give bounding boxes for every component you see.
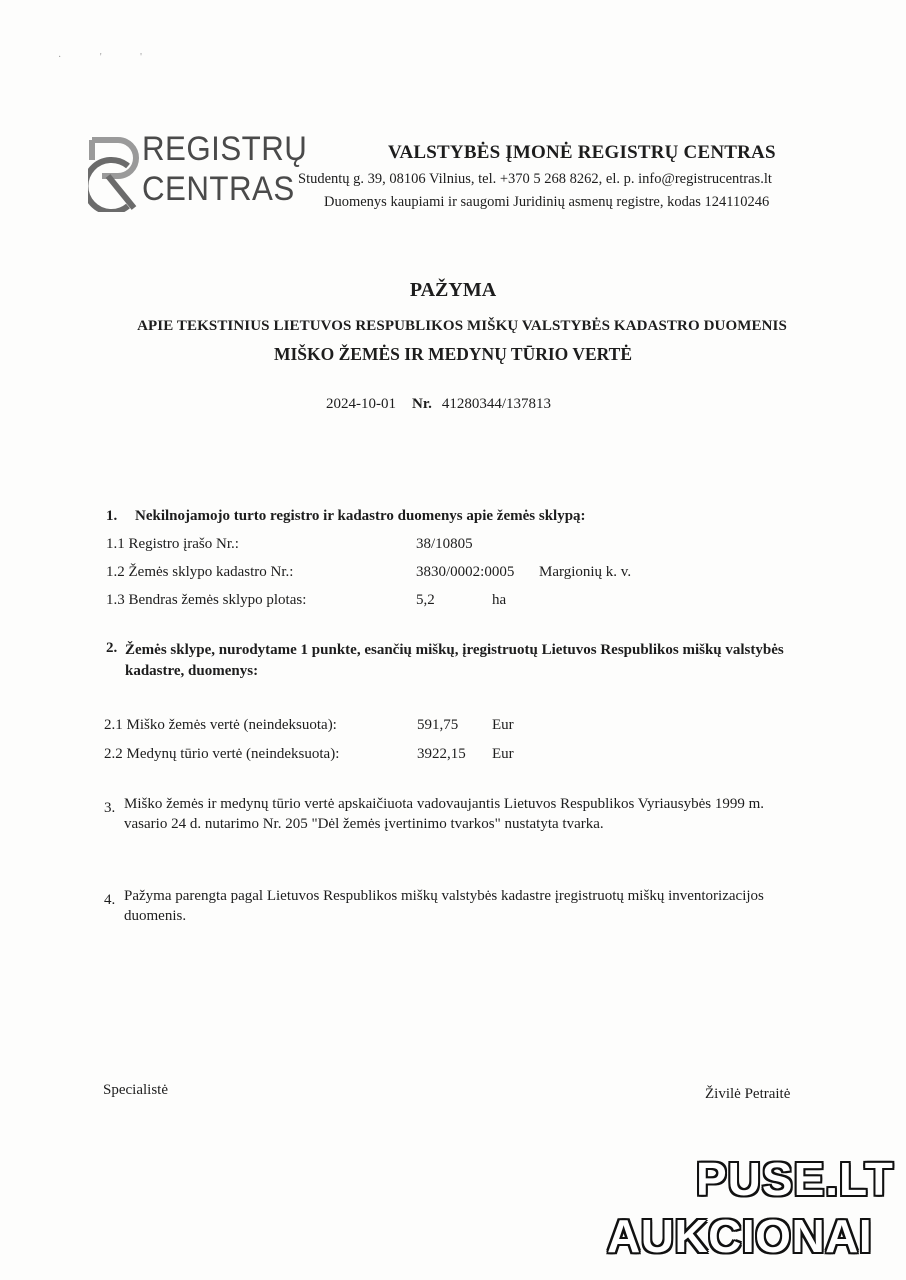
document-title: PAŽYMA	[409, 279, 497, 301]
signatory-name: Živilė Petraitė	[705, 1086, 791, 1102]
watermark-line2: AUKCIONAI	[607, 1210, 873, 1262]
number-label: Nr.	[412, 396, 432, 412]
row-unit: Eur	[492, 746, 514, 762]
row-label: 2.2 Medynų tūrio vertė (neindeksuota):	[104, 746, 340, 762]
document-date-number	[326, 396, 551, 413]
section-1-number: 1.	[106, 508, 118, 524]
section-3-number: 3.	[104, 800, 116, 816]
row-unit: Eur	[492, 717, 514, 733]
section-4-text: Pažyma parengta pagal Lietuvos Respublikos miškų valstybės kadastre įregistruotų miškų inventorizacijos duomenis.	[124, 888, 764, 924]
row-value: 591,75	[417, 717, 459, 733]
section-2-heading: Žemės sklype, nurodytame 1 punkte, esančių miškų, įregistruotų Lietuvos Respublikos miškų valstybės kadastre, duomenys:	[125, 642, 784, 679]
row-value: 3830/0002:0005	[416, 564, 515, 580]
row-label: 2.1 Miško žemės vertė (neindeksuota):	[104, 717, 337, 733]
document-number: 41280344/137813	[441, 396, 552, 412]
watermark-line1: PUSE.LT	[696, 1153, 894, 1205]
row-label: 1.3 Bendras žemės sklypo plotas:	[106, 592, 307, 608]
section-2-number: 2.	[106, 640, 118, 656]
row-unit: ha	[492, 592, 507, 608]
row-value: 3922,15	[417, 746, 466, 762]
signatory-role: Specialistė	[103, 1082, 168, 1098]
document-date: 2024-10-01	[326, 396, 396, 412]
row-value: 38/10805	[416, 536, 473, 552]
registry-logo-icon	[88, 136, 140, 212]
logo-text-line2: CENTRAS	[142, 170, 295, 208]
registru-centras-logo	[88, 130, 308, 212]
section-3-text: Miško žemės ir medynų tūrio vertė apskaičiuota vadovaujantis Lietuvos Respublikos Vyriausybės 1999 m. vasario 24 d. nutarimo Nr. 205 "Dėl žemės įvertinimo tvarkos" nustatyta tvarka.	[124, 796, 765, 832]
row-unit: Margionių k. v.	[539, 564, 632, 580]
scan-artifact: · ' '	[58, 52, 160, 63]
section-1-heading: Nekilnojamojo turto registro ir kadastro duomenys apie žemės sklypą:	[135, 508, 586, 524]
logo-text-line1: REGISTRŲ	[142, 130, 308, 168]
row-label: 1.1 Registro įrašo Nr.:	[106, 536, 239, 552]
organization-registry-note: Duomenys kaupiami ir saugomi Juridinių asmenų registre, kodas 124110246	[324, 194, 770, 210]
organization-name: VALSTYBĖS ĮMONĖ REGISTRŲ CENTRAS	[388, 142, 776, 163]
row-label: 1.2 Žemės sklypo kadastro Nr.:	[106, 564, 294, 580]
organization-address: Studentų g. 39, 08106 Vilnius, tel. +370 5 268 8262, el. p. info@registrucentras.lt	[298, 171, 772, 187]
document-subtitle: APIE TEKSTINIUS LIETUVOS RESPUBLIKOS MIŠKŲ VALSTYBĖS KADASTRO DUOMENIS	[137, 318, 787, 334]
section-4-number: 4.	[104, 892, 116, 908]
row-value: 5,2	[416, 592, 435, 608]
document-subtitle-value: MIŠKO ŽEMĖS IR MEDYNŲ TŪRIO VERTĖ	[273, 344, 633, 364]
